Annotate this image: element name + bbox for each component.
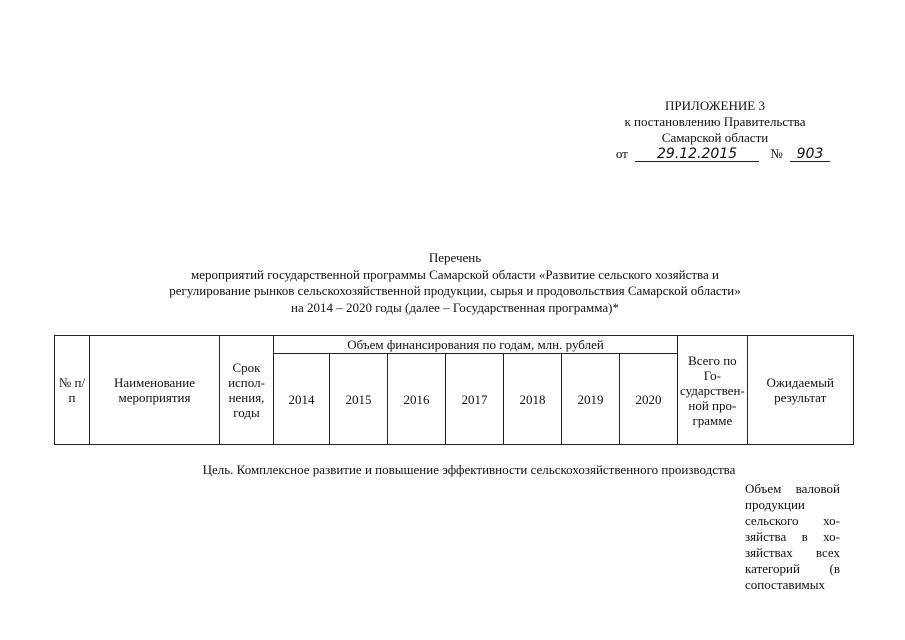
col-header-year: 2019 (562, 354, 620, 445)
appendix-line-2: Самарской области (661, 130, 769, 145)
col-header-year: 2015 (330, 354, 388, 445)
col-header-financing: Объем финансирования по годам, млн. рублей (274, 336, 678, 354)
col-header-number: № п/п (55, 336, 90, 445)
col-header-year: 2016 (388, 354, 446, 445)
col-header-term: Срок испол-нения, годы (220, 336, 274, 445)
measures-table (54, 335, 854, 445)
result-line: зяйствах всех (745, 545, 840, 560)
col-header-year: 2020 (620, 354, 678, 445)
heading-title: Перечень (428, 250, 482, 265)
result-line: сельского хо- (745, 513, 840, 528)
result-line: зяйства в хо- (745, 529, 840, 544)
goal-text: Цель. Комплексное развитие и повышение эффективности сельскохозяйственного производства (202, 462, 736, 477)
from-label: от (615, 146, 628, 161)
appendix-line-1: к постановлению Правительства (624, 114, 806, 129)
decree-number: 903 (790, 147, 830, 162)
col-header-year: 2014 (274, 354, 330, 445)
document-heading (90, 250, 820, 316)
result-line: сопоставимых (745, 577, 825, 592)
col-header-result: Ожидаемый результат (747, 336, 853, 445)
appendix-block (600, 98, 830, 162)
result-line: категорий (в (745, 561, 840, 576)
decree-line (600, 146, 830, 162)
goal-row (54, 462, 884, 478)
col-header-total: Всего по Го-сударствен-ной про-грамме (678, 336, 748, 445)
heading-line-1: мероприятий государственной программы Самарской области «Развитие сельского хозяйства и (191, 266, 719, 282)
result-line: Объем валовой (745, 481, 840, 496)
expected-result-cell (745, 481, 840, 593)
col-header-year: 2017 (446, 354, 504, 445)
result-line: продукции (745, 497, 805, 512)
heading-line-3: на 2014 – 2020 годы (далее – Государственная программа)* (291, 299, 619, 315)
col-header-name: Наименование мероприятия (90, 336, 220, 445)
heading-line-2: регулирование рынков сельскохозяйственной продукции, сырья и продовольствия Самарской области» (169, 283, 741, 298)
col-header-year: 2018 (504, 354, 562, 445)
decree-date: 29.12.2015 (635, 147, 759, 162)
appendix-title: ПРИЛОЖЕНИЕ 3 (665, 98, 765, 113)
number-label: № (770, 146, 783, 161)
